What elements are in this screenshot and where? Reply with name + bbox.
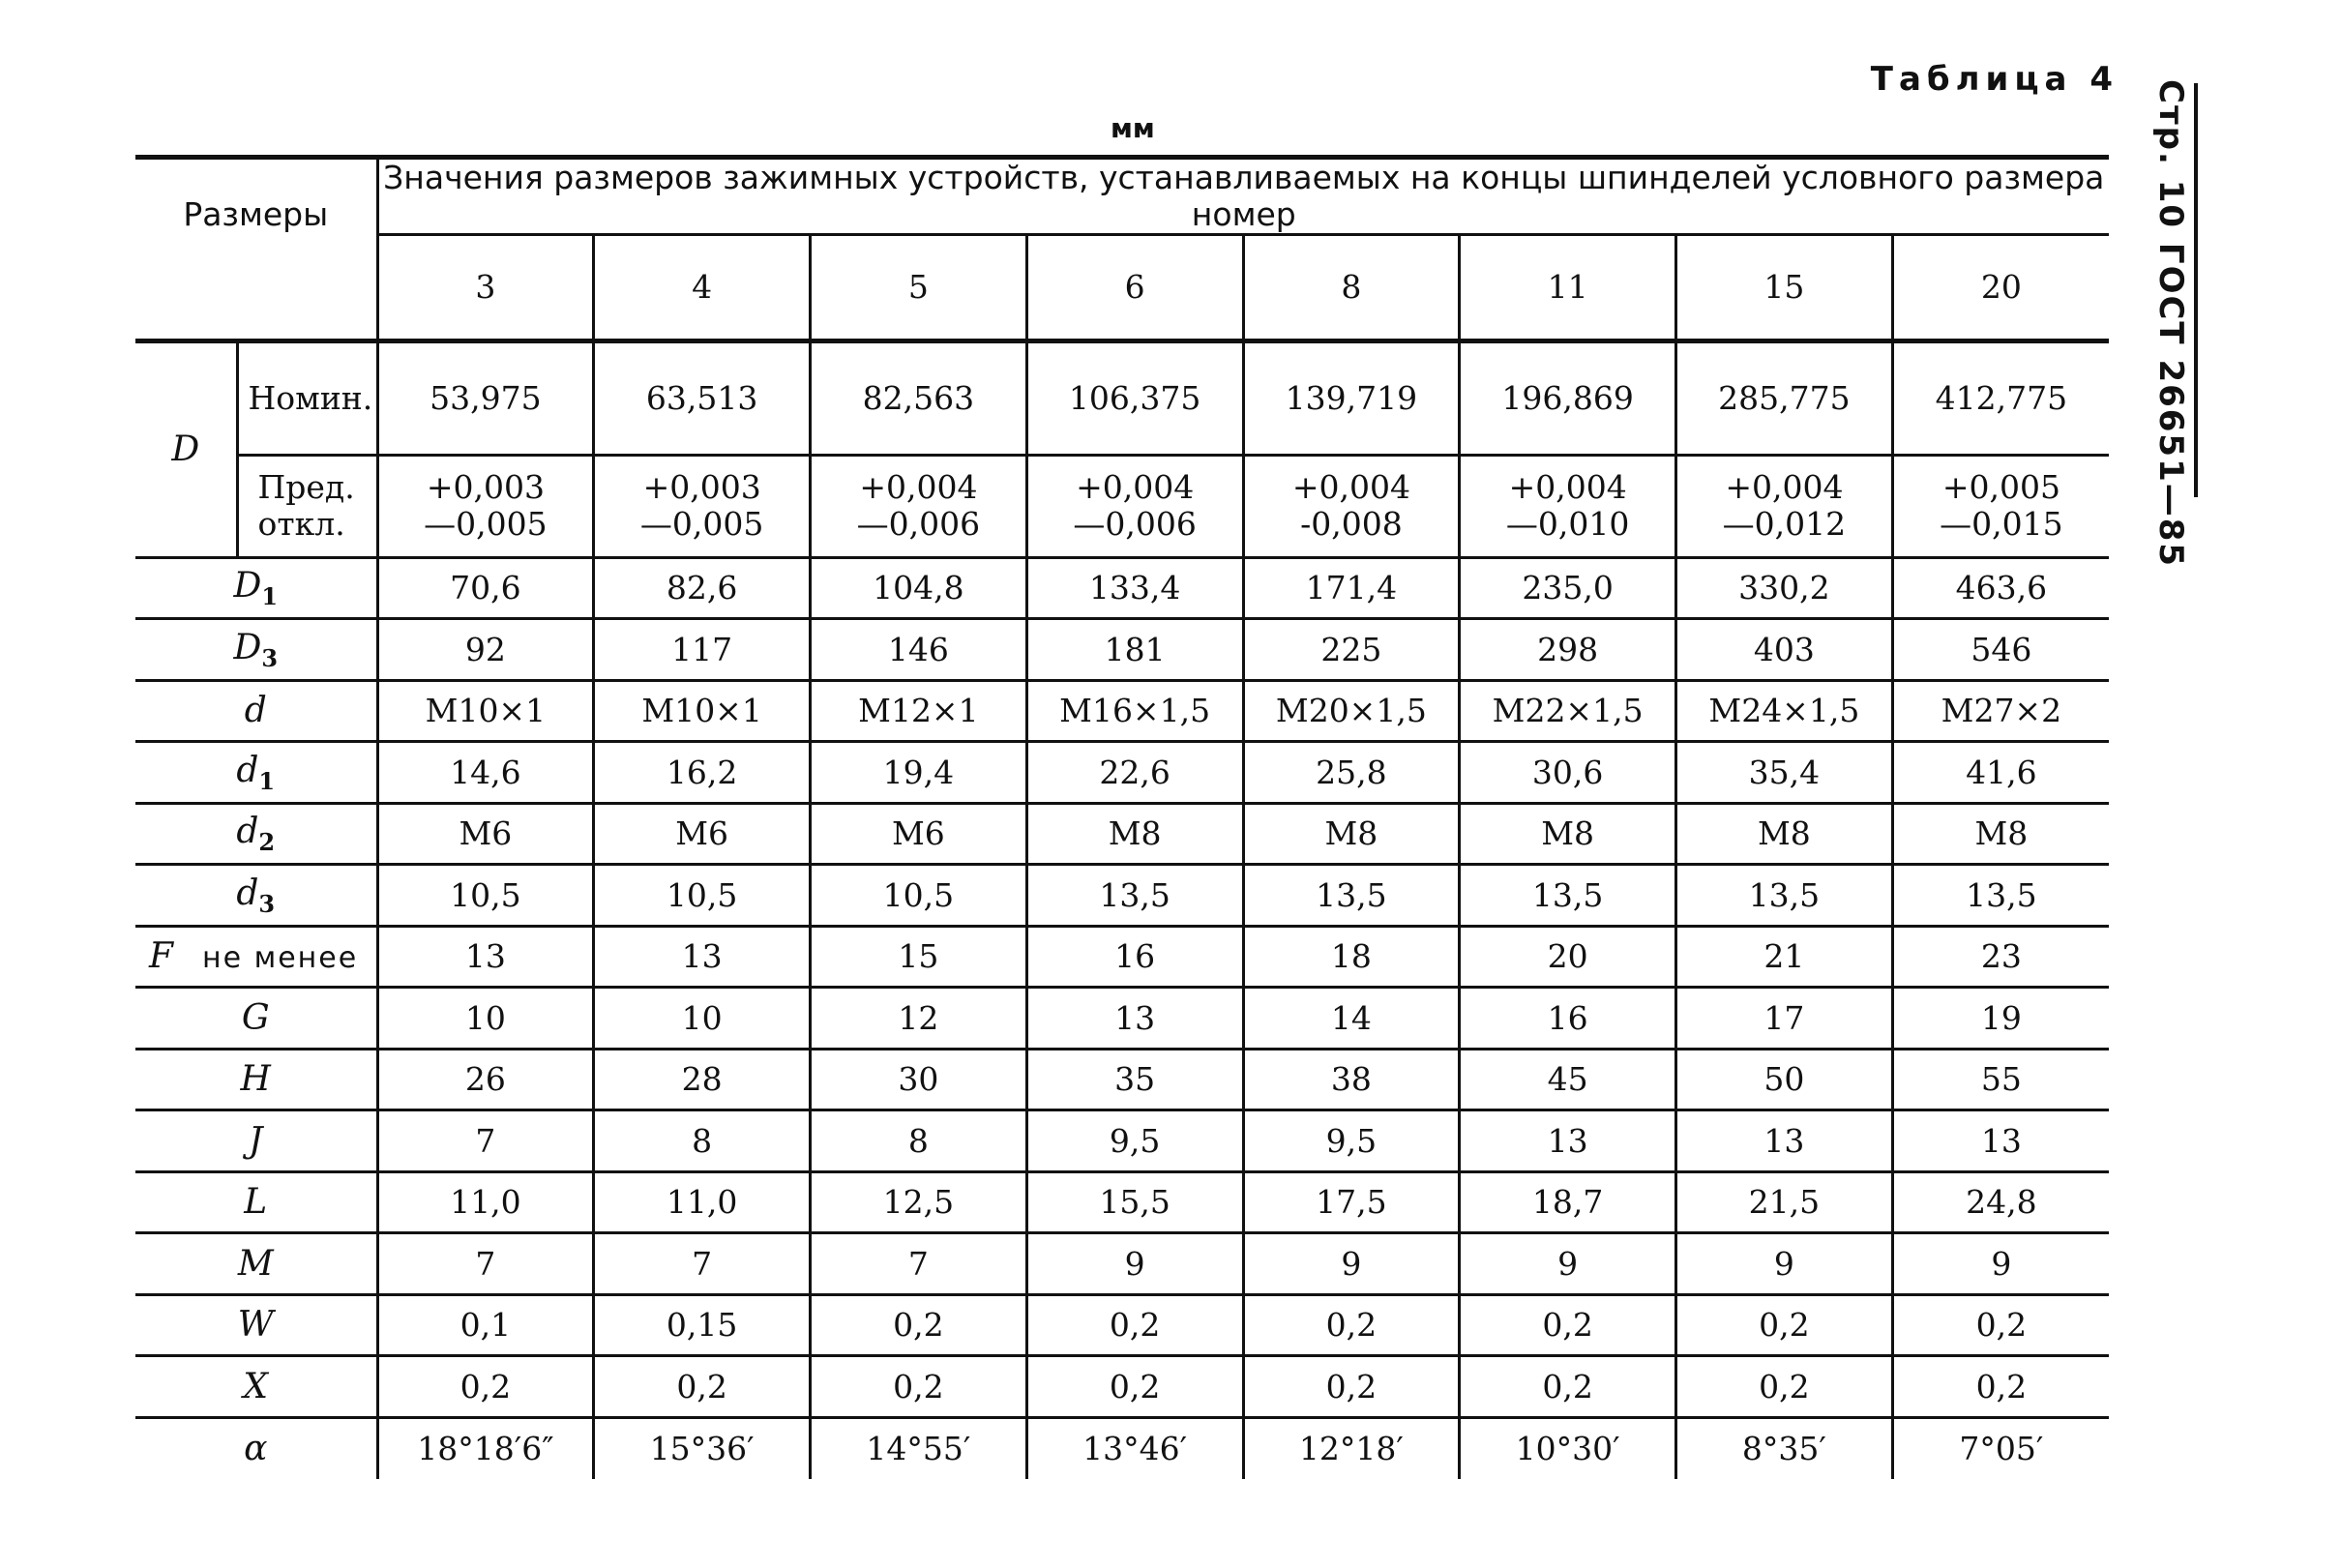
table-cell: 10 [377,988,594,1050]
table-cell: 13,5 [1892,865,2109,927]
table-cell: 16,2 [594,742,811,804]
column-number-8: 8 [1243,234,1460,340]
table-cell: 13 [1676,1110,1893,1172]
row-label [135,1049,377,1110]
table-cell: 8 [811,1110,1027,1172]
tolerance-lower: —0,012 [1722,505,1847,544]
table-cell: 17,5 [1243,1171,1460,1233]
row-label-symbol: d [236,750,259,790]
table-cell: 18,7 [1460,1171,1676,1233]
table-cell: M6 [594,803,811,865]
row-label-symbol: α [244,1429,268,1469]
row-label-subscript: 2 [258,828,276,857]
table-cell: 17 [1676,988,1893,1050]
column-number-15: 15 [1676,234,1893,340]
table-cell: M8 [1026,803,1243,865]
table-cell: 235,0 [1460,557,1676,619]
table-cell: 0,15 [594,1294,811,1356]
table-cell: M8 [1460,803,1676,865]
table-cell: 13 [594,926,811,988]
row-label [135,988,377,1050]
table-cell: 7 [811,1233,1027,1295]
table-cell: 133,4 [1026,557,1243,619]
table-cell: 117 [594,619,811,681]
tolerance-upper: +0,004 [1291,468,1410,507]
header-row-1 [135,158,2109,235]
table-cell: 13 [1892,1110,2109,1172]
table-row [135,742,2109,804]
row-label [135,680,377,742]
row-label [135,1417,377,1479]
table-cell: 13°46′ [1026,1417,1243,1479]
table-row [135,926,2109,988]
row-label-symbol: X [243,1366,269,1406]
cell-D-tolerance [377,455,594,557]
table-cell: 8°35′ [1676,1417,1893,1479]
table-cell: 0,2 [811,1356,1027,1418]
table-cell: 146 [811,619,1027,681]
table-cell: 181 [1026,619,1243,681]
table-cell: 0,2 [1460,1294,1676,1356]
column-number-4: 4 [594,234,811,340]
cell-D-tolerance [811,455,1027,557]
table-cell: M12×1 [811,680,1027,742]
table-cell: 13 [1460,1110,1676,1172]
table-cell: 298 [1460,619,1676,681]
table-title: Таблица 4 [1870,60,2119,99]
cell-D-nominal: 139,719 [1243,340,1460,455]
units-label: мм [1111,112,1155,144]
cell-D-tolerance [1676,455,1893,557]
table-cell: 0,2 [1892,1356,2109,1418]
table-cell: 38 [1243,1049,1460,1110]
table-cell: 8 [594,1110,811,1172]
table-cell: 225 [1243,619,1460,681]
table-cell: 35,4 [1676,742,1893,804]
tolerance-lower: -0,008 [1300,505,1403,544]
cell-D-tolerance [1026,455,1243,557]
row-label [135,557,377,619]
table-cell: 12°18′ [1243,1417,1460,1479]
table-cell: M6 [811,803,1027,865]
table-cell: 403 [1676,619,1893,681]
table-cell: 16 [1026,926,1243,988]
table-cell: 9 [1676,1233,1893,1295]
tolerance-lower: —0,006 [1073,505,1197,544]
table-cell: 14°55′ [811,1417,1027,1479]
table-cell: 0,2 [811,1294,1027,1356]
table-cell: M24×1,5 [1676,680,1893,742]
tolerance-lower: —0,010 [1505,505,1630,544]
table-cell: 10°30′ [1460,1417,1676,1479]
row-label [135,1356,377,1418]
table-cell: 7°05′ [1892,1417,2109,1479]
table-cell: 13,5 [1026,865,1243,927]
cell-D-nominal: 82,563 [811,340,1027,455]
column-number-11: 11 [1460,234,1676,340]
label-D: D [135,340,237,557]
table-row [135,1233,2109,1295]
table-cell: 11,0 [594,1171,811,1233]
table-cell: 26 [377,1049,594,1110]
table-cell: 70,6 [377,557,594,619]
table-row [135,1110,2109,1172]
row-header-cell: Размеры [135,158,377,341]
table-row [135,619,2109,681]
dimensions-table [135,155,2109,1479]
table-cell: 13 [1026,988,1243,1050]
table-cell: 92 [377,619,594,681]
cell-D-nominal: 412,775 [1892,340,2109,455]
row-label [135,865,377,927]
table-cell: 21,5 [1676,1171,1893,1233]
cell-D-nominal: 53,975 [377,340,594,455]
table-cell: 15 [811,926,1027,988]
cell-D-tolerance [1460,455,1676,557]
side-rule [2194,83,2198,497]
table-cell: 9 [1243,1233,1460,1295]
table-cell: 19 [1892,988,2109,1050]
table-cell: 9,5 [1026,1110,1243,1172]
table-cell: 0,1 [377,1294,594,1356]
row-label-subscript: 3 [258,889,276,918]
table-cell: 11,0 [377,1171,594,1233]
table-cell: 14 [1243,988,1460,1050]
table-cell: 22,6 [1026,742,1243,804]
table-cell: 9,5 [1243,1110,1460,1172]
table-cell: M22×1,5 [1460,680,1676,742]
table-cell: 21 [1676,926,1893,988]
table-cell: 0,2 [1243,1294,1460,1356]
tolerance-upper: +0,004 [1725,468,1844,507]
table-cell: 10,5 [811,865,1027,927]
table-row [135,865,2109,927]
table-cell: 463,6 [1892,557,2109,619]
row-label-symbol: L [244,1182,268,1223]
table-cell: 35 [1026,1049,1243,1110]
table-cell: 9 [1460,1233,1676,1295]
row-D-nominal [135,340,2109,455]
table-cell: 14,6 [377,742,594,804]
table-cell: 23 [1892,926,2109,988]
header-row-2 [135,234,2109,340]
table-cell: 25,8 [1243,742,1460,804]
table-cell: M10×1 [377,680,594,742]
row-label-symbol: D [233,627,262,667]
table-row [135,557,2109,619]
row-label [135,1294,377,1356]
row-label-subscript: 1 [261,582,279,611]
table-cell: 45 [1460,1049,1676,1110]
table-cell: 18 [1243,926,1460,988]
column-number-3: 3 [377,234,594,340]
table-cell: 41,6 [1892,742,2109,804]
table-row [135,680,2109,742]
table-cell: 15°36′ [594,1417,811,1479]
table-cell: 0,2 [1460,1356,1676,1418]
table-cell: 0,2 [1676,1294,1893,1356]
row-label-symbol: G [241,997,270,1038]
table-cell: 10,5 [377,865,594,927]
table-cell: 330,2 [1676,557,1893,619]
row-label-symbol: D [233,566,262,606]
table-cell: 13,5 [1460,865,1676,927]
table-cell: 28 [594,1049,811,1110]
tolerance-upper: +0,004 [1076,468,1195,507]
label-tolerance [237,455,377,557]
table-cell: 30 [811,1049,1027,1110]
tolerance-upper: +0,004 [1508,468,1627,507]
row-label [135,742,377,804]
column-number-6: 6 [1026,234,1243,340]
table-cell: M20×1,5 [1243,680,1460,742]
row-label-symbol: J [249,1120,263,1161]
table-cell: 16 [1460,988,1676,1050]
label-tolerance-line1: Пред. [257,468,355,507]
cell-D-nominal: 285,775 [1676,340,1893,455]
table-cell: 12 [811,988,1027,1050]
cell-D-tolerance [594,455,811,557]
table-cell: 55 [1892,1049,2109,1110]
table-cell: 171,4 [1243,557,1460,619]
table-cell: 30,6 [1460,742,1676,804]
row-label-symbol: d [236,812,259,852]
row-label-symbol: F [149,936,173,977]
cell-D-nominal: 63,513 [594,340,811,455]
row-label [135,619,377,681]
table-cell: 10 [594,988,811,1050]
table-row [135,1417,2109,1479]
column-number-5: 5 [811,234,1027,340]
cell-D-tolerance [1892,455,2109,557]
cell-D-nominal: 106,375 [1026,340,1243,455]
table-row [135,1356,2109,1418]
tolerance-lower: —0,005 [424,505,548,544]
row-label [135,1233,377,1295]
cell-D-nominal: 196,869 [1460,340,1676,455]
table-cell: 0,2 [594,1356,811,1418]
row-label-symbol: M [237,1243,274,1284]
tolerance-upper: +0,004 [859,468,978,507]
table-cell: 104,8 [811,557,1027,619]
table-cell: 19,4 [811,742,1027,804]
table-cell: 82,6 [594,557,811,619]
row-label [135,1110,377,1172]
row-label-symbol: W [237,1305,274,1346]
row-label-suffix: не менее [201,941,359,976]
table-cell: 20 [1460,926,1676,988]
row-label [135,1171,377,1233]
table-cell: M16×1,5 [1026,680,1243,742]
tolerance-lower: —0,015 [1940,505,2063,544]
table-cell: 0,2 [377,1356,594,1418]
row-label-subscript: 1 [258,766,276,795]
column-number-20: 20 [1892,234,2109,340]
tolerance-lower: —0,005 [639,505,764,544]
row-D-tolerance [135,455,2109,557]
table-cell: 13 [377,926,594,988]
table-cell: 0,2 [1026,1356,1243,1418]
table-cell: 9 [1892,1233,2109,1295]
table-cell: 50 [1676,1049,1893,1110]
label-nominal: Номин. [237,340,377,455]
table-cell: 0,2 [1026,1294,1243,1356]
row-label-symbol: d [236,873,259,913]
table-cell: 18°18′6″ [377,1417,594,1479]
table-cell: 24,8 [1892,1171,2109,1233]
table-row [135,1294,2109,1356]
table-cell: 13,5 [1676,865,1893,927]
page-standard-label: Стр. 10 ГОСТ 26651—85 [2151,79,2190,569]
table-cell: 7 [377,1110,594,1172]
table-cell: M27×2 [1892,680,2109,742]
tolerance-upper: +0,003 [426,468,545,507]
table-row [135,803,2109,865]
table-cell: 7 [594,1233,811,1295]
tolerance-upper: +0,003 [642,468,761,507]
table-cell: 15,5 [1026,1171,1243,1233]
row-label [135,926,377,988]
group-header-cell: Значения размеров зажимных устройств, устанавливаемых на концы шпинделей условного размера номер [377,158,2109,235]
table-cell: 10,5 [594,865,811,927]
table-cell: 0,2 [1676,1356,1893,1418]
table-cell: M8 [1676,803,1893,865]
row-label-symbol: H [240,1059,271,1100]
table-cell: 13,5 [1243,865,1460,927]
table-cell: M6 [377,803,594,865]
label-tolerance-line2: откл. [257,505,345,544]
tolerance-upper: +0,005 [1941,468,2060,507]
table-cell: 9 [1026,1233,1243,1295]
table-cell: 546 [1892,619,2109,681]
table-cell: 12,5 [811,1171,1027,1233]
table-row [135,988,2109,1050]
tolerance-lower: —0,006 [856,505,981,544]
row-label-symbol: d [244,691,267,731]
row-label-subscript: 3 [261,643,279,672]
row-label [135,803,377,865]
table-cell: 7 [377,1233,594,1295]
table-body [135,158,2109,1479]
table-cell: 0,2 [1892,1294,2109,1356]
cell-D-tolerance [1243,455,1460,557]
table-cell: M8 [1243,803,1460,865]
table-cell: M8 [1892,803,2109,865]
table-cell: M10×1 [594,680,811,742]
table-row [135,1049,2109,1110]
table-row [135,1171,2109,1233]
table-cell: 0,2 [1243,1356,1460,1418]
